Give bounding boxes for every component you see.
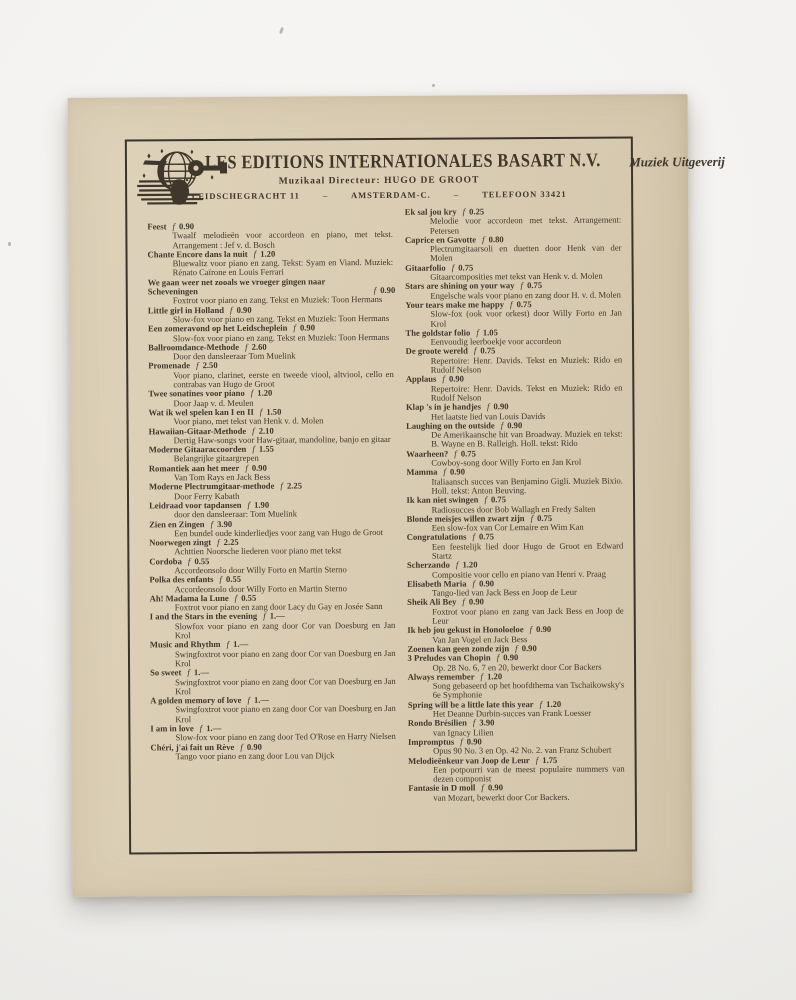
item-price: f 0.25 [462, 206, 485, 217]
item-description: Tango voor piano en zang door Lou van Dijck [175, 750, 335, 762]
catalog-item [407, 578, 626, 598]
item-price: f 0.90 [496, 652, 519, 663]
florin-currency-symbol: f [472, 578, 475, 589]
item-title: Sheik Ali Bey [407, 597, 457, 608]
item-price: f 1.— [247, 694, 270, 705]
catalog-item [149, 500, 397, 520]
catalog-item [148, 305, 396, 325]
item-title: Little girl in Holland [147, 304, 225, 316]
catalog-item [149, 556, 397, 576]
florin-currency-symbol: f [486, 401, 490, 412]
item-price: f 2.10 [252, 425, 274, 436]
item-description: Twaalf melodieën voor accordeon en piano, met tekst. Arrangement : Jef v. d. Bosch [172, 229, 393, 250]
catalog-item [408, 783, 627, 803]
florin-currency-symbol: f [373, 285, 377, 296]
item-title: Cordoba [149, 555, 182, 567]
item-title: Mamma [406, 466, 438, 478]
catalog-item [405, 262, 624, 282]
catalog-item [408, 755, 627, 784]
catalog-item [406, 420, 625, 449]
item-title: Melodieënkeur van Joop de Leur [408, 754, 530, 766]
item-price: f 1.20 [539, 698, 562, 709]
page-header [127, 138, 725, 203]
florin-currency-symbol: f [480, 671, 483, 682]
item-description: Compositie voor cello en piano van Henri v. Praag [431, 568, 606, 580]
item-price: f 1.20 [455, 559, 478, 570]
catalog-item [150, 611, 398, 640]
catalog-item [407, 653, 626, 673]
florin-currency-symbol: f [196, 360, 199, 371]
item-description: Repertoire: Henr. Davids. Tekst en Muziek: Rido en Rudolf Nelson [430, 382, 623, 403]
item-title: Gitaarfolio [405, 262, 446, 273]
item-title: Ah! Madama la Lune [149, 592, 229, 604]
catalog-item [405, 327, 624, 347]
item-price: f 1.75 [535, 754, 558, 765]
catalog-item [408, 671, 627, 700]
item-description: Door den dansleeraar Tom Muelink [173, 350, 296, 362]
item-title: Impromptus [407, 736, 455, 747]
item-description: Een potpourri van de meest populaire nummers van dezen componist [433, 763, 625, 784]
florin-currency-symbol: f [496, 652, 500, 663]
catalog-item [147, 221, 395, 250]
florin-currency-symbol: f [520, 280, 523, 291]
address-street: LEIDSCHEGRACHT 11 [191, 190, 300, 202]
florin-currency-symbol: f [245, 462, 248, 473]
catalog-item [407, 513, 626, 533]
item-price: f 1.50 [259, 406, 282, 417]
florin-currency-symbol: f [481, 782, 484, 793]
item-title: Chante Encore dans la nuit [147, 248, 248, 260]
item-price: f 1.20 [480, 671, 503, 682]
catalog-item [148, 323, 396, 343]
item-description: door den dansleeraar: Tom Muelink [174, 508, 297, 520]
item-description: Het laatste lied van Louis Davids [431, 410, 546, 422]
item-description: Slow-fox voor piano en zang door Ted O'Rose en Harry Nielsen [175, 731, 396, 743]
catalog-item [407, 597, 626, 626]
item-title: Zien en Zingen [149, 518, 205, 529]
item-price: f 3.90 [472, 717, 495, 728]
item-title: Fantasie in D moll [408, 782, 476, 794]
item-title: The goldstar folio [405, 327, 471, 338]
item-price: f 0.75 [520, 280, 543, 291]
florin-currency-symbol: f [199, 723, 203, 734]
item-description: Song gebaseerd op het hoofdthema van Tschaikowsky's 6e Symphonie [432, 679, 625, 701]
item-title: Ek sal jou kry [404, 206, 457, 217]
item-price: f 0.90 [486, 401, 509, 412]
catalog-item [406, 374, 625, 403]
item-description: Foxtrot voor piano en zang. Tekst en Muziek: Toon Hermans [172, 294, 383, 306]
item-description: Belangrijke gitaargrepen [173, 453, 259, 464]
florin-currency-symbol: f [226, 639, 229, 650]
catalog-item [408, 736, 627, 756]
item-price: f 0.75 [530, 512, 553, 523]
catalog-item [149, 481, 397, 501]
catalog-item [405, 281, 624, 301]
catalog-item [406, 467, 625, 496]
item-description: Accordeonsolo door Willy Forto en Martin Sterno [174, 564, 347, 576]
florin-currency-symbol: f [476, 327, 479, 338]
florin-currency-symbol: f [460, 736, 463, 747]
florin-currency-symbol: f [515, 643, 518, 654]
florin-currency-symbol: f [252, 425, 255, 436]
item-price: f 3.90 [210, 518, 233, 529]
item-price: f 0.90 [373, 284, 396, 296]
item-description: Dertig Haw-songs voor Haw-gitaar, mandoline, banjo en gitaar [173, 433, 391, 446]
item-price: f 1.90 [247, 499, 270, 510]
item-description: Swingfoxtrot voor piano en zang door Cor van Doesburg en Jan Krol [175, 675, 396, 697]
catalog-item [148, 388, 396, 408]
item-description: Voor piano, met tekst van Henk v. d. Molen [173, 415, 324, 427]
item-title: Spring will be a little late this year [407, 698, 534, 710]
item-price: f 0.90 [529, 624, 552, 635]
catalog-item [405, 299, 624, 328]
item-description: Door Jaap v. d. Meulen [173, 397, 254, 408]
florin-currency-symbol: f [187, 555, 191, 566]
item-title: Always remember [407, 671, 475, 682]
catalog-item [148, 360, 396, 389]
item-title: Chéri, j'ai fait un Rève [150, 741, 235, 753]
item-price: f 0.75 [454, 448, 476, 459]
catalog-item [149, 518, 397, 538]
item-description: Cowboy-song door Willy Forto en Jan Krol [431, 456, 582, 468]
catalog-column-left [147, 208, 398, 805]
item-price: f 1.— [187, 667, 209, 678]
item-title: Waarheen? [406, 448, 449, 459]
item-description: Tango-lied van Jack Bess en Joop de Leur [432, 586, 577, 598]
item-price: f 1.— [263, 611, 285, 622]
catalog-item [405, 234, 624, 263]
catalog-item [408, 718, 627, 738]
catalog-item [148, 407, 396, 427]
catalog-item [150, 593, 398, 613]
item-description: Het Deanne Durbin-succes van Frank Loesser [432, 707, 592, 719]
catalog-item [408, 699, 627, 719]
florin-currency-symbol: f [473, 345, 477, 356]
florin-currency-symbol: f [253, 248, 257, 259]
item-title: We gaan weer net zooals we vroeger gingen naar Scheveningen [147, 276, 326, 297]
item-title: Polka des enfants [149, 574, 214, 585]
item-description: Engelsche wals voor piano en zang door H. v. d. Molen [430, 289, 621, 301]
florin-currency-symbol: f [500, 420, 504, 431]
item-title: Ik heb jou gekust in Honoloeloe [407, 624, 524, 636]
item-description: Een slow-fox van Cor Lemaire en Wim Kan [431, 521, 584, 533]
item-title: Zoenen kan geen zonde zijn [407, 643, 510, 654]
florin-currency-symbol: f [539, 698, 543, 709]
item-description: Repertoire: Henr. Davids. Tekst en Muziek: Rido en Rudolf Nelson [430, 354, 623, 375]
item-title: Moderne Plectrumgitaar-methode [148, 480, 275, 492]
item-description: Eenvoudig leerboekje voor accordeon [430, 336, 562, 347]
catalog-item [406, 346, 625, 375]
item-description: van Ignacy Lilien [432, 726, 494, 738]
item-price: f 0.55 [234, 592, 257, 603]
item-price: f 0.90 [172, 221, 195, 232]
catalog-item [150, 639, 398, 668]
florin-currency-symbol: f [252, 443, 255, 454]
item-price: f 0.55 [187, 555, 210, 566]
item-description: Voor piano, clarinet, eerste en tweede viool, altviool, cello en contrabas van Hugo de Groot [173, 368, 394, 390]
item-title: Scherzando [406, 559, 450, 571]
item-title: De groote wereld [405, 345, 468, 357]
publisher-tagline: Muziek Uitgeverij [629, 153, 725, 170]
item-price: f 0.90 [240, 741, 262, 752]
item-price: f 0.80 [482, 234, 504, 245]
item-description: Melodie voor accordeon met tekst. Arrangement: Petersen [429, 214, 622, 236]
item-description: Van Jan Vogel en Jack Bess [432, 633, 528, 645]
florin-currency-symbol: f [234, 592, 238, 603]
florin-currency-symbol: f [293, 322, 296, 333]
florin-currency-symbol: f [280, 480, 283, 491]
item-description: Accordeonsolo door Willy Forto en Martin Sterno [174, 582, 347, 594]
item-price: f 0.75 [451, 262, 474, 273]
catalog-item [150, 723, 398, 743]
item-description: Opus 90 No. 3 en Op. 42 No. 2. van Franz Schubert [433, 744, 612, 756]
florin-currency-symbol: f [442, 373, 445, 384]
item-price: f 2.25 [280, 480, 303, 491]
item-price: f 0.90 [472, 578, 495, 589]
item-description: Slow-fox voor piano en zang. Tekst en Muziek: Toon Hermans [173, 331, 390, 343]
item-price: f 0.90 [462, 596, 484, 607]
item-description: Achttien Noorsche liederen voor piano met tekst [174, 545, 342, 557]
director-line: Muzikaal Directeur: HUGO DE GROOT [278, 175, 480, 187]
item-price: f 0.90 [443, 466, 466, 477]
item-title: Stars are shining on your way [405, 280, 515, 292]
item-description: Een feestelijk lied door Hugo de Groot en Edward Startz [431, 540, 624, 561]
item-description: Gitaarcomposities met tekst van Henk v. d. Molen [430, 270, 603, 282]
item-title: Hawaiian-Gitaar-Methode [148, 425, 247, 436]
catalog-item [150, 695, 398, 724]
item-description: Plectrumgitaarsoli en duetten door Henk van der Molen [429, 242, 622, 264]
item-title: Blonde meisjes willen zwart zijn [406, 512, 525, 524]
florin-currency-symbol: f [259, 406, 263, 417]
florin-currency-symbol: f [217, 537, 220, 548]
item-price: f 0.75 [473, 345, 496, 356]
item-price: f 0.75 [509, 299, 532, 310]
catalog-item [151, 742, 399, 762]
catalog-item [148, 277, 396, 306]
florin-currency-symbol: f [172, 221, 175, 232]
dust-speck [432, 84, 435, 87]
item-description: van Mozart, bewerkt door Cor Backers. [433, 791, 570, 803]
item-title: I am in love [150, 723, 194, 734]
catalog-item [406, 402, 625, 422]
item-price: f 1.05 [476, 327, 498, 338]
dust-speck [8, 242, 11, 246]
florin-currency-symbol: f [247, 694, 250, 705]
florin-currency-symbol: f [240, 741, 243, 752]
florin-currency-symbol: f [443, 466, 446, 477]
item-description: Door Ferry Kabath [173, 490, 240, 501]
catalog-item [407, 625, 626, 645]
item-title: Your tears make me happy [405, 299, 505, 310]
item-price: f 2.60 [245, 341, 267, 352]
catalog-item [149, 463, 397, 483]
item-price: f 0.90 [515, 642, 537, 654]
item-price: f 0.55 [219, 574, 242, 585]
florin-currency-symbol: f [472, 531, 475, 542]
item-price: f 2.50 [196, 360, 218, 371]
florin-currency-symbol: f [484, 494, 487, 505]
item-title: Caprice en Gavotte [404, 234, 477, 245]
florin-currency-symbol: f [530, 512, 533, 523]
item-title: A golden memory of love [150, 694, 242, 706]
florin-currency-symbol: f [529, 624, 533, 635]
florin-currency-symbol: f [245, 341, 248, 352]
catalog-item [149, 444, 397, 464]
florin-currency-symbol: f [210, 518, 213, 529]
item-title: Rondo Brésilien [407, 717, 467, 729]
catalog-item [405, 207, 624, 236]
publisher-name: LES EDITIONS INTERNATIONALES BASART N.V. [204, 149, 601, 173]
catalog-item [149, 574, 397, 594]
item-description: Swingfoxtrot voor piano en zang door Cor van Doesburg en Jan Krol [175, 703, 396, 724]
item-description: Radiosucces door Bob Wallagh en Fredy Salten [431, 503, 596, 515]
item-description: Een bundel oude kinderliedjes voor zang van Hugo de Groot [174, 526, 384, 539]
address-separator: – [322, 190, 329, 201]
page-border-frame [125, 136, 725, 854]
florin-currency-symbol: f [247, 499, 250, 510]
address-city: AMSTERDAM-C. [350, 189, 431, 201]
florin-currency-symbol: f [263, 611, 266, 622]
item-description: Slow-fox voor piano en zang. Tekst en Muziek: Toon Hermans [172, 312, 390, 325]
item-title: 3 Preludes van Chopin [407, 652, 491, 664]
item-description: Slow-fox (ook voor orkest) door Willy Forto en Jan Krol [430, 307, 622, 329]
florin-currency-symbol: f [462, 596, 465, 607]
item-description: Swingfoxtrot voor piano en zang door Cor van Doesburg en Jan Krol [174, 647, 396, 669]
catalog-columns [127, 200, 635, 804]
item-title: Ballroomdance-Methode [148, 341, 240, 353]
item-title: Promenade [148, 360, 191, 371]
catalog-item [148, 342, 396, 362]
item-description: Bluewaltz voor piano en zang. Tekst: Syam en Viand. Muziek: Rénato Caïrone en Louis Ferrari [172, 257, 394, 278]
item-description: De Amerikaansche hit van Broadway. Muziek en tekst: B. Wayne en B. Ralleigh. Holl. tekst: Rido [431, 428, 623, 450]
item-title: I and the Stars in the evening [149, 611, 258, 622]
florin-currency-symbol: f [535, 754, 539, 765]
item-price: f 1.20 [253, 248, 276, 259]
item-title: Leidraad voor tapdansen [149, 499, 242, 511]
item-title: Music and Rhythm [149, 639, 221, 650]
item-price: f 0.75 [472, 531, 495, 542]
item-description: Italiaansch succes van Benjamino Gigli. Muziek Bixio. Holl. tekst: Anton Beuving. [431, 475, 623, 496]
item-title: Laughing on the outside [406, 420, 495, 431]
catalog-item [407, 560, 626, 580]
catalog-page [68, 94, 725, 897]
item-title: Applaus [405, 373, 437, 385]
catalog-column-right [405, 207, 627, 803]
florin-currency-symbol: f [187, 667, 190, 678]
item-title: Moderne Gitaaraccoorden [148, 443, 247, 455]
florin-currency-symbol: f [451, 262, 455, 273]
item-description: Slowfox voor piano en zang door Cor van Doesburg en Jan Krol [174, 619, 396, 641]
item-price: f 0.90 [229, 304, 252, 315]
item-description: Op. 28 No. 6, 7 en 20, bewerkt door Cor Backers [432, 661, 602, 673]
item-title: Feest [147, 221, 167, 232]
address-separator: – [453, 189, 460, 200]
item-description: Foxtrot voor piano en zang door Lacy du Gay en Josée Sann [174, 601, 383, 613]
florin-currency-symbol: f [454, 448, 457, 459]
item-price: f 0.90 [481, 782, 504, 793]
catalog-item [147, 249, 395, 278]
item-title: Elisabeth Maria [407, 578, 467, 589]
item-description: Foxtrot voor piano en zang van Jack Bess en Joop de Leur [432, 605, 624, 626]
catalog-item [407, 532, 626, 561]
item-title: Twee sonatines voor piano [148, 388, 245, 399]
item-title: Congratulations [406, 531, 467, 543]
item-price: f 2.25 [217, 536, 239, 548]
florin-currency-symbol: f [482, 234, 485, 245]
catalog-item [407, 495, 626, 515]
item-title: Noorwegen zingt [149, 537, 212, 548]
item-price: f 1.55 [252, 443, 274, 454]
catalog-item [150, 667, 398, 696]
item-title: Wat ik wel spelen kan I en II [148, 406, 254, 418]
florin-currency-symbol: f [509, 299, 513, 310]
florin-currency-symbol: f [462, 206, 466, 217]
item-title: Een zomeravond op het Leidscheplein [147, 322, 288, 334]
item-title: So sweet [150, 667, 182, 678]
item-price: f 0.90 [442, 373, 464, 384]
florin-currency-symbol: f [219, 574, 222, 585]
catalog-item [406, 448, 625, 468]
florin-currency-symbol: f [472, 717, 476, 728]
florin-currency-symbol: f [250, 388, 254, 399]
florin-currency-symbol: f [455, 559, 459, 570]
item-price: f 0.75 [484, 494, 507, 505]
item-title: Klap 's in je handjes [405, 401, 481, 413]
item-price: f 0.90 [245, 462, 267, 473]
address-phone: TELEFOON 33421 [482, 188, 567, 200]
catalog-item [149, 425, 397, 445]
catalog-item [149, 537, 397, 557]
item-description: Van Tom Rays en Jack Bess [173, 471, 271, 483]
item-price: f 0.90 [293, 322, 316, 333]
item-title: Romantiek aan het meer [148, 462, 240, 474]
item-price: f 1.20 [250, 387, 273, 399]
item-title: Ik kan niet swingen [406, 494, 479, 506]
item-price: f 1.— [226, 639, 249, 650]
florin-currency-symbol: f [229, 304, 233, 315]
item-price: f 0.90 [500, 419, 523, 431]
item-price: f 1.— [199, 723, 222, 734]
item-price: f 0.90 [460, 736, 482, 747]
